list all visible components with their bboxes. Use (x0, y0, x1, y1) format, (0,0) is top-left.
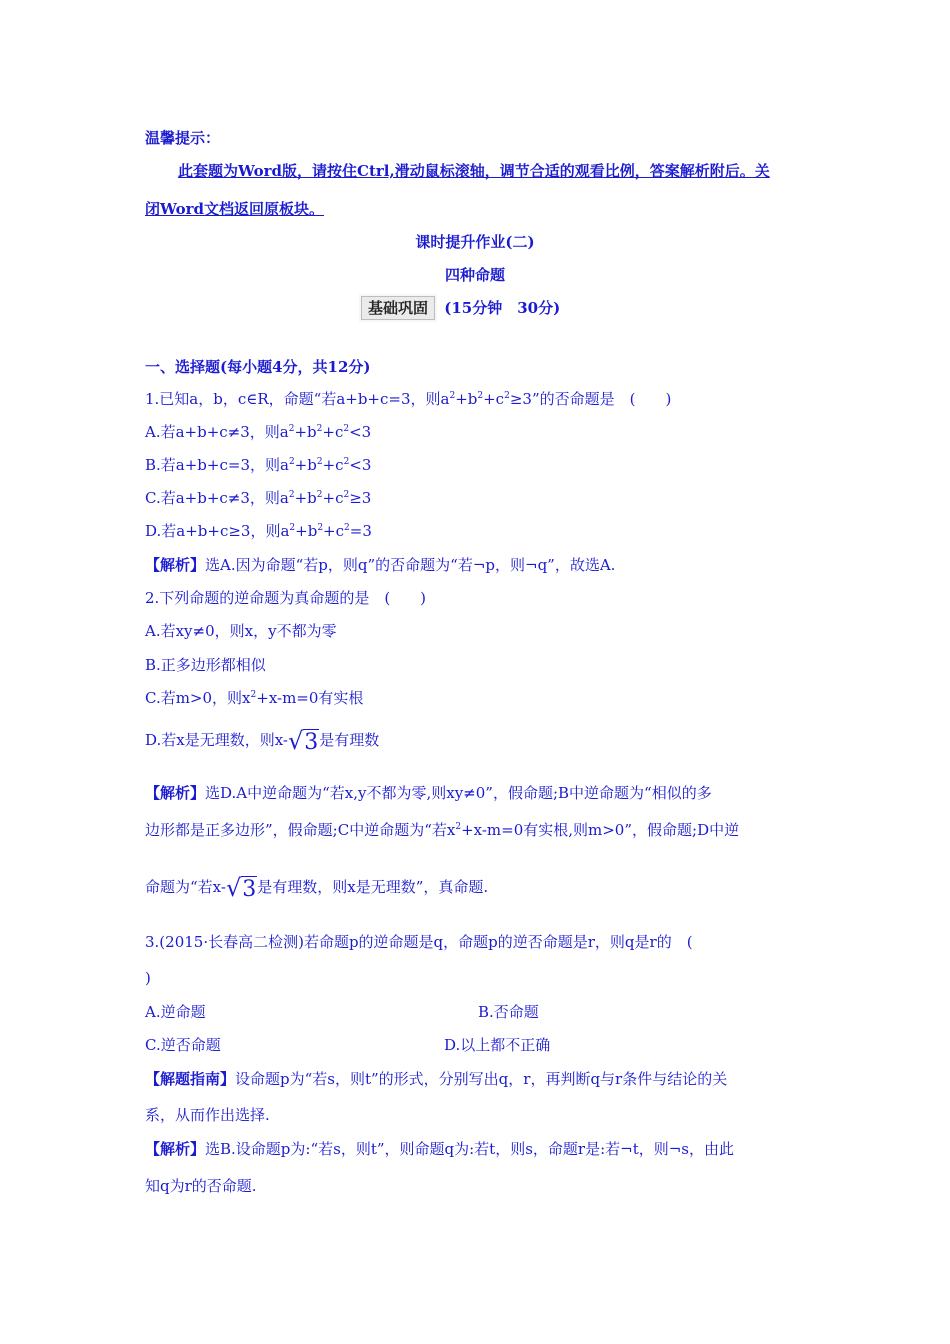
question-2-analysis-line-3: 命题为“若x-√3是有理数，则x是无理数”，真命题. (145, 874, 489, 902)
basic-consolidation-badge: 基础巩固 (361, 296, 435, 320)
question-3-analysis-line-2: 知q为r的否命题. (145, 1177, 257, 1195)
sqrt-3: √3 (287, 727, 319, 755)
page-title: 课时提升作业(二) (415, 233, 535, 251)
analysis-tag: 【解析】 (145, 784, 206, 802)
question-3-option-a: A.逆命题 (145, 1003, 206, 1021)
page-subtitle: 四种命题 (444, 266, 505, 284)
question-2-option-a: A.若xy≠0，则x，y不都为零 (145, 622, 337, 640)
question-1-option-b: B.若a+b+c=3，则$a^2+b^2+c^2<3$ (145, 456, 372, 474)
question-1-option-d: D.若a+b+c≥3，则$a^2+b^2+c^2=3$ (145, 522, 372, 540)
question-3-analysis-line-1: 【解析】选B.设命题p为:“若s，则t”，则命题q为:若t，则s，命题r是:若¬t，则¬s，由此 (145, 1140, 734, 1158)
question-3-guide-line-2: 系，从而作出选择. (145, 1106, 270, 1124)
question-1-analysis: 【解析】选A.因为命题“若p，则q”的否命题为“若¬p，则¬q”，故选A. (145, 556, 616, 574)
analysis-tag: 【解析】 (145, 556, 206, 574)
question-2-analysis-line-2: 边形都是正多边形”，假命题;C中逆命题为“若$x^2+x-m=0$有实根,则m>0”，假命题;D中逆 (145, 821, 740, 839)
section-heading: 一、选择题(每小题4分，共12分) (145, 358, 371, 376)
question-1-option-a: A.若a+b+c≠3，则$a^2+b^2+c^2<3$ (145, 423, 372, 441)
tip-title: 温馨提示： (145, 129, 221, 147)
section-badge-row (361, 296, 560, 320)
sqrt-3: √3 (225, 874, 257, 902)
question-3-option-c: C.逆否命题 (145, 1036, 221, 1054)
question-2-analysis-line-1: 【解析】选D.A中逆命题为“若x,y不都为零,则xy≠0”，假命题;B中逆命题为“相似的多 (145, 784, 712, 802)
guide-tag: 【解题指南】 (145, 1070, 236, 1088)
tip-line-2[interactable]: 闭Word文档返回原板块。 (145, 200, 325, 218)
question-2-option-c: C.若m>0，则$x^2+x-m=0$有实根 (145, 689, 364, 707)
time-score-label: (15分钟 30分) (444, 299, 561, 317)
question-2-option-d: D.若x是无理数，则x-√3是有理数 (145, 727, 380, 755)
question-3-option-b: B.否命题 (478, 1003, 539, 1021)
question-3-stem-line-2: ) (145, 969, 151, 987)
question-1-stem: 1.已知a，b，c∈R，命题“若a+b+c=3，则$a^2+b^2+c^2\ge 3$”的否命题是 ( ) (145, 390, 672, 408)
question-3-guide-line-1: 【解题指南】设命题p为“若s，则t”的形式，分别写出q，r，再判断q与r条件与结论的关 (145, 1070, 728, 1088)
question-2-stem: 2.下列命题的逆命题为真命题的是 ( ) (145, 589, 427, 607)
tip-line-1[interactable]: 此套题为Word版，请按住Ctrl,滑动鼠标滚轴，调节合适的观看比例，答案解析附后。关 (178, 162, 770, 180)
analysis-tag: 【解析】 (145, 1140, 206, 1158)
question-2-option-b: B.正多边形都相似 (145, 656, 266, 674)
question-3-stem-line-1: 3.(2015·长春高二检测)若命题p的逆命题是q，命题p的逆否命题是r，则q是r的 ( (145, 933, 693, 951)
question-3-option-d: D.以上都不正确 (444, 1036, 551, 1054)
question-1-option-c: C.若a+b+c≠3，则$a^2+b^2+c^2\ge 3$ (145, 489, 372, 507)
